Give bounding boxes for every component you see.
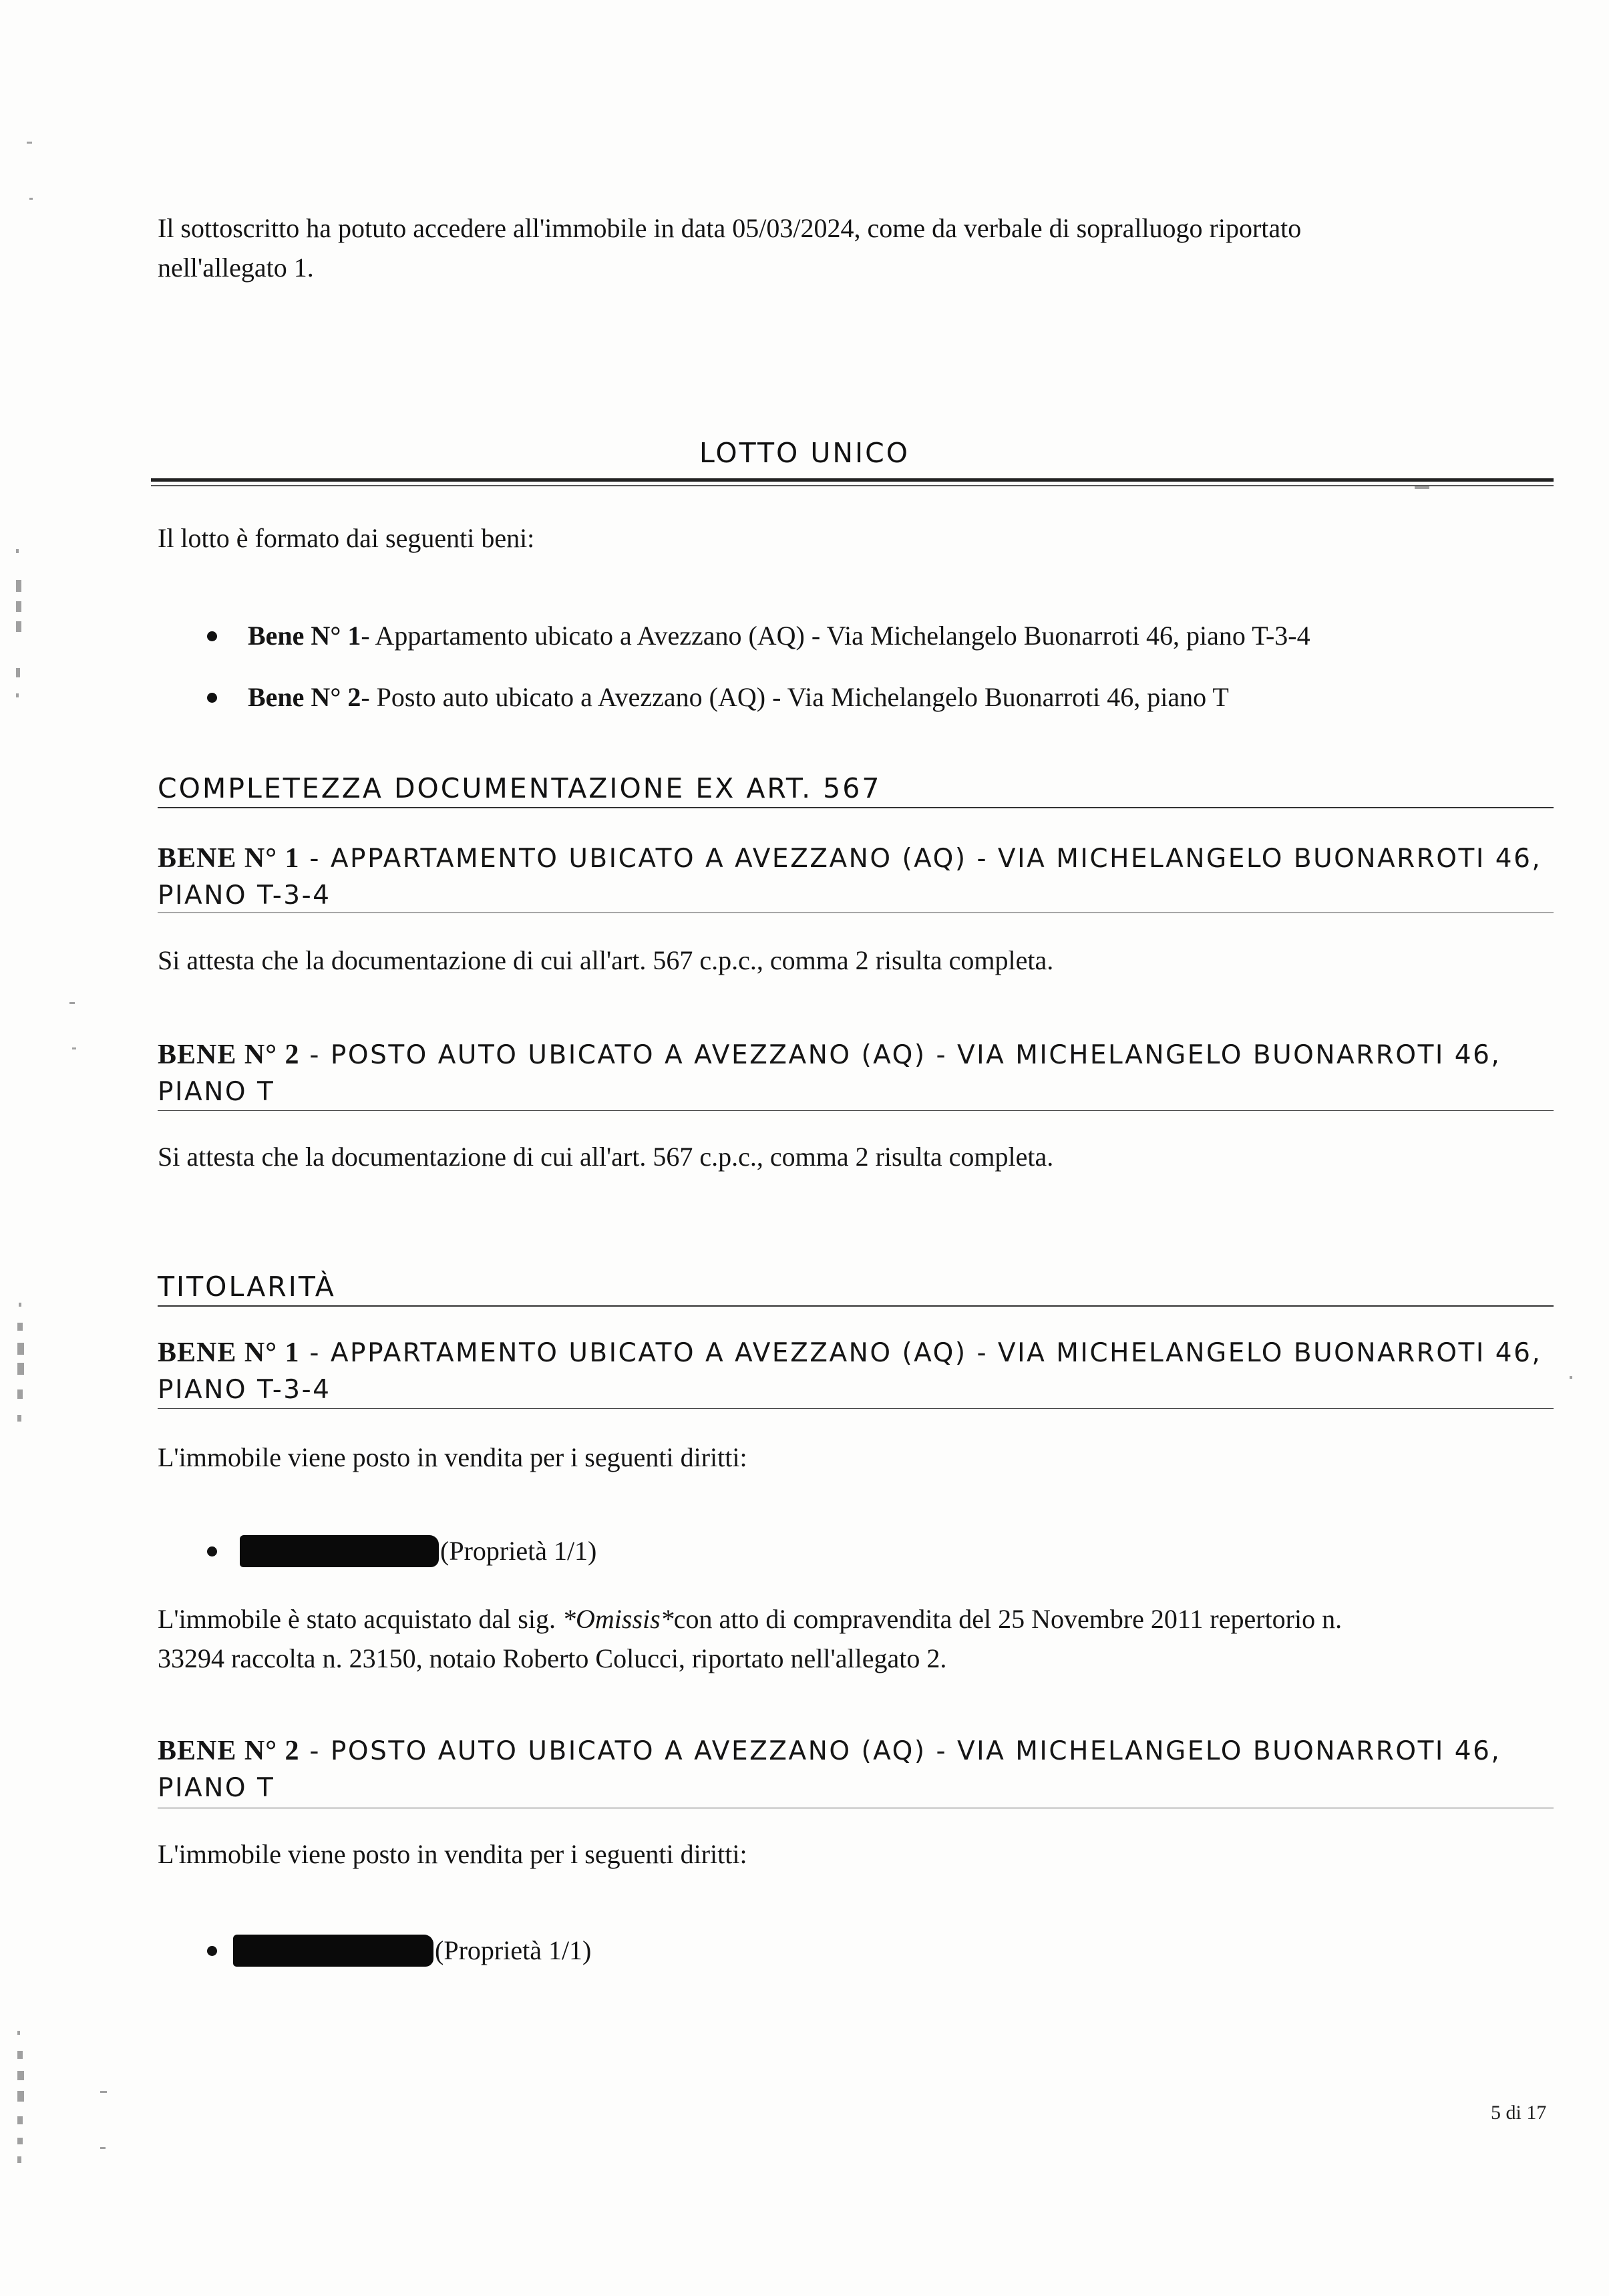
list-item-bene-2 [207, 679, 1229, 716]
bene-heading-text: - POSTO AUTO UBICATO A AVEZZANO (AQ) - VIA MICHELANGELO BUONARROTI 46, [299, 1736, 1501, 1766]
intro-line-1: Il sottoscritto ha potuto accedere all'immobile in data 05/03/2024, come da verbale di sopralluogo riportato [158, 213, 1302, 243]
titolarita-bene-1-diritti: L'immobile viene posto in vendita per i seguenti diritti: [158, 1442, 747, 1472]
bene-heading-text: - APPARTAMENTO UBICATO A AVEZZANO (AQ) - VIA MICHELANGELO BUONARROTI 46, [299, 844, 1542, 874]
bullet-icon [207, 1946, 217, 1956]
acquisto-text: L'immobile è stato acquistato dal sig. [158, 1604, 562, 1634]
titolarita-bene-1-heading [158, 1335, 1554, 1408]
bene-description: - Appartamento ubicato a Avezzano (AQ) - Via Michelangelo Buonarroti 46, piano T-3-4 [361, 621, 1310, 651]
bene-heading-text: - POSTO AUTO UBICATO A AVEZZANO (AQ) - VIA MICHELANGELO BUONARROTI 46, [299, 1040, 1501, 1070]
bullet-icon [207, 631, 217, 641]
list-item-owner-1 [207, 1532, 596, 1570]
title-rule-secondary [151, 485, 1554, 486]
page-number: 5 di 17 [1491, 2102, 1547, 2124]
redaction-block [240, 1535, 439, 1567]
completezza-bene-2-heading [158, 1037, 1554, 1110]
section-title-completezza: COMPLETEZZA DOCUMENTAZIONE EX ART. 567 [158, 772, 882, 804]
acquisto-line-2: 33294 raccolta n. 23150, notaio Roberto Colucci, riportato nell'allegato 2. [158, 1643, 947, 1673]
intro-line-2: nell'allegato 1. [158, 253, 314, 283]
bene-heading-piano: PIANO T-3-4 [158, 880, 331, 911]
completezza-bene-1-body: Si attesta che la documentazione di cui all'art. 567 c.p.c., comma 2 risulta completa. [158, 945, 1054, 975]
bene-label: BENE N° 1 [158, 1337, 300, 1368]
title-rule [151, 478, 1554, 482]
section-title-titolarita: TITOLARITÀ [158, 1271, 336, 1303]
titolarita-bene-2-heading [158, 1733, 1554, 1806]
bene-description: - Posto auto ubicato a Avezzano (AQ) - Via Michelangelo Buonarroti 46, piano T [361, 682, 1229, 712]
bullet-icon [207, 693, 217, 703]
section-rule [158, 1305, 1554, 1307]
subsection-rule [158, 1110, 1554, 1111]
subsection-rule [158, 1408, 1554, 1409]
bene-heading-piano: PIANO T [158, 1077, 275, 1107]
bene-heading-piano: PIANO T [158, 1773, 275, 1803]
completezza-bene-2-body: Si attesta che la documentazione di cui all'art. 567 c.p.c., comma 2 risulta completa. [158, 1142, 1054, 1172]
redaction-block [233, 1935, 433, 1967]
bene-label: BENE N° 1 [158, 843, 300, 874]
list-item-bene-1 [207, 617, 1310, 655]
acquisto-line-1 [158, 1599, 1547, 1639]
completezza-bene-1-heading [158, 840, 1554, 914]
bene-heading-piano: PIANO T-3-4 [158, 1375, 331, 1405]
section-title-lotto: LOTTO UNICO [699, 437, 910, 469]
section-rule [158, 807, 1554, 808]
omissis-text: *Omissis* [562, 1604, 674, 1634]
bene-label: Bene N° 2 [248, 682, 361, 712]
titolarita-bene-2-diritti: L'immobile viene posto in vendita per i seguenti diritti: [158, 1839, 747, 1869]
bene-label: BENE N° 2 [158, 1039, 300, 1070]
proprieta-label: (Proprietà 1/1) [435, 1935, 592, 1965]
bullet-icon [207, 1546, 217, 1556]
lotto-intro: Il lotto è formato dai seguenti beni: [158, 523, 535, 553]
bene-label: Bene N° 1 [248, 621, 361, 651]
bene-heading-text: - APPARTAMENTO UBICATO A AVEZZANO (AQ) - VIA MICHELANGELO BUONARROTI 46, [299, 1338, 1542, 1368]
list-item-owner-2 [207, 1932, 591, 1969]
acquisto-text-cont: con atto di compravendita del 25 Novembre 2011 repertorio n. [673, 1604, 1343, 1634]
bene-label: BENE N° 2 [158, 1736, 300, 1766]
proprieta-label: (Proprietà 1/1) [440, 1536, 597, 1566]
